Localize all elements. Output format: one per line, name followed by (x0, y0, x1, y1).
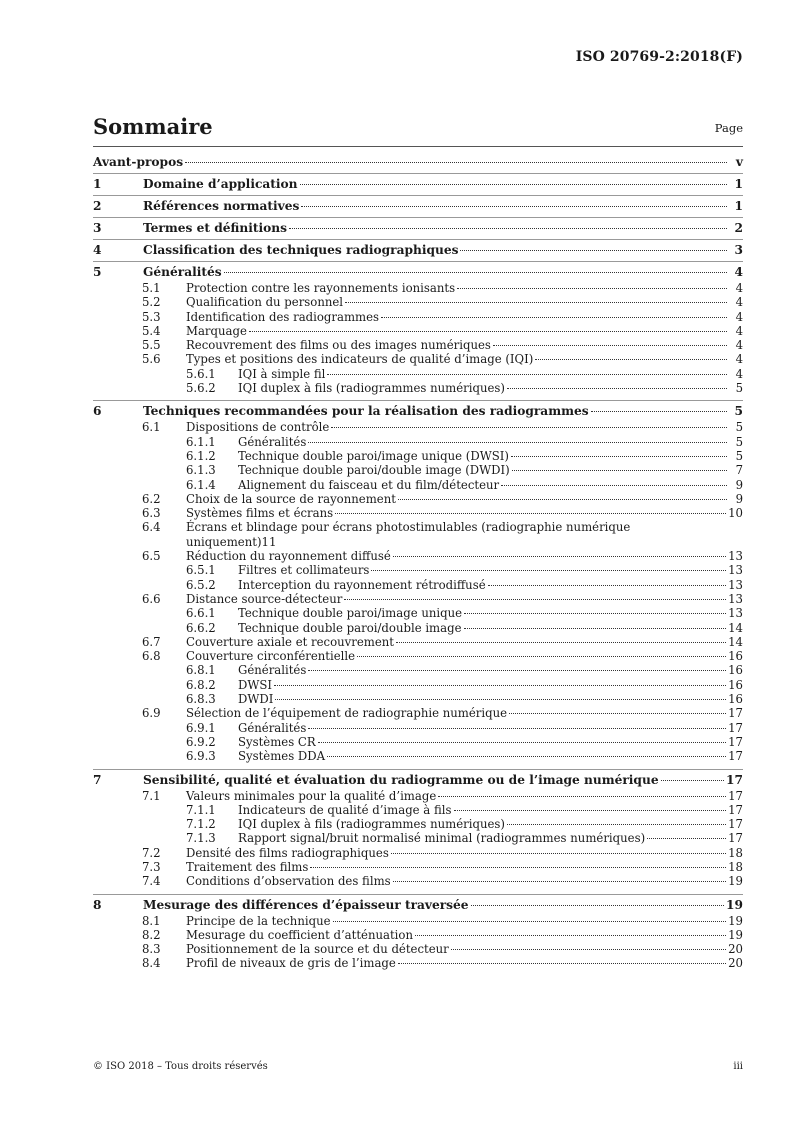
dot-leader (661, 780, 724, 781)
dot-leader (464, 613, 726, 614)
toc-entry[interactable] (93, 592, 743, 606)
toc-entry-title: Types et positions des indicateurs de qualité d’image (IQI) (186, 352, 534, 367)
toc-entry-page: 4 (735, 338, 743, 353)
toc-entry[interactable] (93, 463, 743, 477)
toc-entry-page: 16 (728, 677, 743, 692)
toc-entry-title: Rapport signal/bruit normalisé minimal (radiogrammes numériques) (238, 831, 646, 846)
toc-entry[interactable] (93, 420, 743, 434)
copyright-footer: © ISO 2018 – Tous droits réservés (93, 1061, 268, 1072)
toc-entry-title: Principe de la technique (186, 913, 331, 928)
toc-entry[interactable] (93, 663, 743, 677)
toc-entry[interactable] (93, 402, 743, 420)
toc-entry-number: 8.3 (142, 942, 161, 957)
section-divider (93, 769, 743, 770)
toc-entry[interactable] (93, 324, 743, 338)
toc-entry-page: 17 (728, 734, 743, 749)
toc-entry-page: 16 (728, 692, 743, 707)
toc-entry-page: 1 (734, 177, 743, 191)
toc-entry-page: 17 (728, 788, 743, 803)
toc-entry-title: Technique double paroi/double image (DWDI) (238, 463, 510, 478)
toc-entry-title: Marquage (186, 323, 247, 338)
toc-entry[interactable] (93, 928, 743, 942)
toc-entry-number: 6.9.2 (186, 734, 216, 749)
toc-entry[interactable] (93, 219, 743, 237)
toc-entry-title: Mesurage du coefficient d’atténuation (186, 927, 413, 942)
toc-entry-number: 3 (93, 221, 102, 235)
toc-entry-page: 17 (728, 802, 743, 817)
toc-entry-number: 5.2 (142, 295, 161, 310)
toc-entry-page: 7 (735, 463, 743, 478)
toc-entry-title: Technique double paroi/image unique (DWSI) (238, 448, 509, 463)
dot-leader (371, 570, 726, 571)
dot-leader (535, 359, 727, 360)
toc-entry[interactable] (93, 771, 743, 789)
toc-entry-title: IQI duplex à fils (radiogrammes numériques) (238, 381, 505, 396)
toc-entry-title: Dispositions de contrôle (186, 420, 330, 435)
toc-entry-number: 6 (93, 404, 102, 419)
toc-entry-page: 4 (735, 366, 743, 381)
toc-entry[interactable] (93, 435, 743, 449)
dot-leader (507, 824, 726, 825)
toc-entry-page: 19 (726, 897, 743, 912)
title-rule (93, 146, 743, 147)
dot-leader (398, 963, 726, 964)
toc-entry-page: 11 (261, 534, 277, 549)
toc-entry-number: 6.9.1 (186, 720, 216, 735)
toc-entry-title: Filtres et collimateurs (238, 563, 370, 578)
toc-entry-page: 17 (728, 720, 743, 735)
toc-entry[interactable] (93, 914, 743, 928)
toc-entry-number: 6.1.4 (186, 477, 216, 492)
dot-leader (308, 670, 726, 671)
toc-entry[interactable] (93, 478, 743, 492)
toc-entry-page: 5 (735, 434, 743, 449)
dot-leader (318, 742, 726, 743)
dot-leader (438, 796, 726, 797)
toc-entry-page: 9 (735, 477, 743, 492)
dot-leader (493, 345, 727, 346)
section-divider (93, 173, 743, 174)
toc-entry-number: 7.1.2 (186, 817, 216, 832)
toc-entry-page: 10 (728, 506, 743, 521)
toc-entry-number: 7.1 (142, 788, 161, 803)
toc-entry[interactable] (93, 175, 743, 193)
page-number: iii (733, 1061, 743, 1072)
toc-entry-page: 13 (728, 577, 743, 592)
dot-leader (357, 656, 726, 657)
toc-entry-title: Écrans et blindage pour écrans photostimulables (radiographie numérique (186, 520, 631, 535)
toc-entry[interactable] (93, 749, 743, 763)
toc-entry-number: 7 (93, 772, 102, 787)
toc-entry-title: Profil de niveaux de gris de l’image (186, 956, 396, 971)
toc-entry-title: Sensibilité, qualité et évaluation du radiogramme ou de l’image numérique (143, 772, 659, 787)
dot-leader (471, 905, 724, 906)
dot-leader (327, 374, 727, 375)
toc-entry-number: 8.2 (142, 927, 161, 942)
toc-entry-title: Valeurs minimales pour la qualité d’image (186, 788, 437, 803)
toc-entry-title: Traitement des films (186, 859, 309, 874)
toc-entry-title: Avant-propos (93, 155, 184, 169)
toc-entry-page: 19 (728, 874, 743, 889)
toc-entry[interactable] (93, 367, 743, 381)
toc-entry-number: 6.1.1 (186, 434, 216, 449)
toc-entry[interactable] (93, 153, 743, 171)
section-divider (93, 195, 743, 196)
toc-entry-title: Mesurage des différences d’épaisseur traversée (143, 897, 469, 912)
toc-entry-title: Réduction du rayonnement diffusé (186, 549, 391, 564)
toc-entry-page: 13 (728, 591, 743, 606)
toc-entry-number: 6.5 (142, 549, 161, 564)
toc-entry[interactable] (93, 352, 743, 366)
dot-leader (289, 228, 727, 229)
toc-entry-number: 6.5.1 (186, 563, 216, 578)
toc-entry-title: Indicateurs de qualité d’image à fils (238, 802, 452, 817)
toc-entry[interactable] (93, 678, 743, 692)
toc-entry-page: 13 (728, 563, 743, 578)
toc-entry-title: Technique double paroi/double image (238, 620, 462, 635)
dot-leader (393, 556, 726, 557)
toc-entry-number: 6.8.2 (186, 677, 216, 692)
toc-entry-title: Généralités (238, 663, 307, 678)
toc-entry[interactable] (93, 381, 743, 395)
dot-leader (457, 288, 727, 289)
toc-entry-number: 5.1 (142, 281, 161, 295)
toc-entry[interactable] (93, 310, 743, 324)
dot-leader (509, 713, 726, 714)
dot-leader (647, 838, 726, 839)
toc-entry-number: 7.4 (142, 874, 161, 889)
toc-entry-number: 6.1.3 (186, 463, 216, 478)
dot-leader (185, 162, 727, 163)
toc-entry[interactable] (93, 735, 743, 749)
toc-entry-title: Conditions d’observation des films (186, 874, 391, 889)
toc-entry-page: 5 (735, 448, 743, 463)
dot-leader (274, 685, 726, 686)
toc-entry[interactable] (93, 197, 743, 215)
toc-entry[interactable] (93, 263, 743, 281)
toc-entry-page: 17 (728, 749, 743, 764)
toc-entry-number: 6.1 (142, 420, 161, 435)
toc-entry-number: 8.1 (142, 913, 161, 928)
toc-entry-page: 4 (735, 323, 743, 338)
toc-entry-title: Systèmes DDA (238, 749, 326, 764)
toc-entry-page: 2 (734, 221, 743, 235)
dot-leader (454, 810, 727, 811)
dot-leader (511, 456, 727, 457)
toc-entry[interactable] (93, 338, 743, 352)
toc-entry-number: 6.9 (142, 706, 161, 721)
toc-entry-number: 8 (93, 897, 102, 912)
toc-entry-page: 4 (735, 281, 743, 295)
toc-entry[interactable] (93, 846, 743, 860)
toc-entry-title: Choix de la source de rayonnement (186, 491, 396, 506)
toc-entry-page: 14 (728, 620, 743, 635)
toc-entry-number: 6.8 (142, 649, 161, 664)
toc-entry[interactable] (93, 492, 743, 506)
toc-entry[interactable] (93, 606, 743, 620)
toc-entry-title: Références normatives (143, 199, 300, 213)
dot-leader (501, 485, 727, 486)
toc-entry-page: 17 (726, 772, 743, 787)
section-divider (93, 894, 743, 895)
dot-leader (507, 388, 727, 389)
toc-entry[interactable] (93, 549, 743, 563)
document-id-header: ISO 20769-2:2018(F) (575, 49, 743, 65)
toc-entry-page: 16 (728, 649, 743, 664)
toc-entry[interactable] (93, 860, 743, 874)
toc-entry-title: Sélection de l’équipement de radiographie numérique (186, 706, 508, 721)
toc-entry[interactable] (93, 692, 743, 706)
toc-entry-title: Classification des techniques radiographiques (143, 243, 459, 257)
toc-entry-title: Généralités (238, 434, 307, 449)
section-divider (93, 239, 743, 240)
toc-entry[interactable] (93, 896, 743, 914)
toc-entry-number: 6.7 (142, 634, 161, 649)
dot-leader (327, 756, 726, 757)
toc-entry-title: Couverture axiale et recouvrement (186, 634, 394, 649)
toc-entry-number: 7.1.1 (186, 802, 216, 817)
table-of-contents (93, 153, 743, 971)
toc-entry[interactable] (93, 621, 743, 635)
toc-entry-title: Domaine d’application (143, 177, 298, 191)
toc-entry-page: 13 (728, 549, 743, 564)
toc-entry[interactable] (93, 241, 743, 259)
toc-entry-number: 6.6.1 (186, 606, 216, 621)
dot-leader (300, 184, 727, 185)
toc-entry-number: 7.3 (142, 859, 161, 874)
toc-entry-page: 18 (728, 859, 743, 874)
toc-entry-number: 1 (93, 177, 102, 191)
toc-entry-number: 5.3 (142, 309, 161, 324)
toc-entry-number: 5 (93, 265, 102, 279)
toc-entry[interactable] (93, 281, 743, 295)
toc-entry-page: 13 (728, 606, 743, 621)
toc-entry-page: 20 (728, 956, 743, 971)
toc-entry-number: 6.4 (142, 520, 161, 535)
toc-entry-number: 6.3 (142, 506, 161, 521)
toc-entry[interactable] (93, 706, 743, 720)
toc-entry-page: 4 (734, 265, 743, 279)
toc-entry-number: 5.6.2 (186, 381, 216, 396)
toc-entry[interactable] (93, 295, 743, 309)
toc-entry-title: Qualification du personnel (186, 295, 344, 310)
toc-entry[interactable] (93, 649, 743, 663)
toc-entry-number: 5.6 (142, 352, 161, 367)
dot-leader (398, 499, 727, 500)
toc-entry-title: Distance source-détecteur (186, 591, 343, 606)
toc-entry-number: 5.5 (142, 338, 161, 353)
toc-entry[interactable] (93, 449, 743, 463)
section-divider (93, 217, 743, 218)
dot-leader (451, 949, 726, 950)
toc-entry-title: Généralités (143, 265, 222, 279)
dot-leader (460, 250, 727, 251)
toc-entry-number: 2 (93, 199, 102, 213)
toc-entry-number: 4 (93, 243, 102, 257)
toc-entry-number: 6.6.2 (186, 620, 216, 635)
toc-entry[interactable] (93, 817, 743, 831)
toc-entry-title: Identification des radiogrammes (186, 309, 380, 324)
toc-entry-title: Généralités (238, 720, 307, 735)
page-title: Sommaire (93, 114, 213, 139)
toc-entry-title: uniquement) (186, 534, 262, 549)
toc-entry-number: 5.6.1 (186, 366, 216, 381)
toc-entry-title: IQI duplex à fils (radiogrammes numériques) (238, 817, 505, 832)
toc-entry[interactable] (93, 831, 743, 845)
toc-entry[interactable] (93, 535, 743, 549)
toc-entry-page: 5 (734, 404, 743, 419)
toc-entry-number: 5.4 (142, 323, 161, 338)
section-divider (93, 261, 743, 262)
toc-entry-page: 19 (728, 913, 743, 928)
dot-leader (249, 331, 727, 332)
dot-leader (591, 411, 727, 412)
toc-entry-page: 9 (735, 491, 743, 506)
toc-entry[interactable] (93, 803, 743, 817)
toc-entry-page: 14 (728, 634, 743, 649)
toc-entry-page: 4 (735, 352, 743, 367)
toc-entry-number: 6.6 (142, 591, 161, 606)
dot-leader (391, 853, 726, 854)
toc-entry[interactable] (93, 956, 743, 970)
dot-leader (224, 272, 727, 273)
toc-entry-title: Techniques recommandées pour la réalisation des radiogrammes (143, 404, 589, 419)
toc-entry-page: 18 (728, 845, 743, 860)
toc-entry-title: Recouvrement des films ou des images numériques (186, 338, 491, 353)
dot-leader (396, 642, 726, 643)
toc-entry-page: 19 (728, 927, 743, 942)
toc-entry[interactable] (93, 721, 743, 735)
toc-entry-title: Couverture circonférentielle (186, 649, 356, 664)
toc-entry-title: Termes et définitions (143, 221, 287, 235)
toc-entry-title: Positionnement de la source et du détecteur (186, 942, 449, 957)
toc-entry[interactable] (93, 789, 743, 803)
toc-entry-number: 6.8.3 (186, 692, 216, 707)
toc-entry[interactable] (93, 506, 743, 520)
toc-entry-page: 5 (735, 381, 743, 396)
toc-entry-number: 6.1.2 (186, 448, 216, 463)
toc-entry-title: Systèmes films et écrans (186, 506, 334, 521)
toc-entry-page: 4 (735, 309, 743, 324)
toc-entry-page: 4 (735, 295, 743, 310)
dot-leader (512, 470, 727, 471)
dot-leader (310, 867, 726, 868)
toc-entry-number: 6.5.2 (186, 577, 216, 592)
toc-entry-page: 3 (734, 243, 743, 257)
toc-entry[interactable] (93, 942, 743, 956)
toc-entry-number: 6.8.1 (186, 663, 216, 678)
toc-entry-number: 6.2 (142, 491, 161, 506)
toc-entry-number: 8.4 (142, 956, 161, 971)
toc-entry-page: 5 (735, 420, 743, 435)
toc-entry-title: DWSI (238, 677, 273, 692)
toc-entry[interactable] (93, 578, 743, 592)
dot-leader (275, 699, 726, 700)
toc-entry-number: 7.1.3 (186, 831, 216, 846)
toc-entry[interactable] (93, 563, 743, 577)
toc-entry[interactable] (93, 874, 743, 888)
toc-entry-number: 6.9.3 (186, 749, 216, 764)
dot-leader (393, 881, 726, 882)
toc-entry-title: Alignement du faisceau et du film/détecteur (238, 477, 500, 492)
toc-entry[interactable] (93, 635, 743, 649)
dot-leader (488, 585, 727, 586)
toc-entry-title: Interception du rayonnement rétrodiffusé (238, 577, 486, 592)
dot-leader (415, 935, 726, 936)
toc-entry-number: 7.2 (142, 845, 161, 860)
section-divider (93, 400, 743, 401)
dot-leader (381, 317, 727, 318)
toc-entry-title: Systèmes CR (238, 734, 316, 749)
toc-entry-title: IQI à simple fil (238, 366, 326, 381)
toc-entry-title: Densité des films radiographiques (186, 845, 389, 860)
dot-leader (308, 442, 727, 443)
toc-entry-page: v (735, 155, 743, 169)
dot-leader (308, 728, 726, 729)
dot-leader (301, 206, 727, 207)
dot-leader (333, 921, 727, 922)
dot-leader (344, 599, 726, 600)
page-column-label: Page (714, 121, 743, 135)
toc-entry-page: 17 (728, 831, 743, 846)
dot-leader (335, 513, 726, 514)
dot-leader (331, 427, 727, 428)
toc-entry[interactable] (93, 520, 743, 534)
toc-entry-page: 17 (728, 817, 743, 832)
toc-entry-page: 16 (728, 663, 743, 678)
dot-leader (345, 302, 727, 303)
toc-entry-title: Technique double paroi/image unique (238, 606, 463, 621)
toc-entry-page: 20 (728, 942, 743, 957)
toc-entry-page: 1 (734, 199, 743, 213)
toc-entry-title: DWDI (238, 692, 274, 707)
dot-leader (464, 628, 727, 629)
toc-entry-title: Protection contre les rayonnements ionisants (186, 281, 456, 295)
toc-entry-page: 17 (728, 706, 743, 721)
